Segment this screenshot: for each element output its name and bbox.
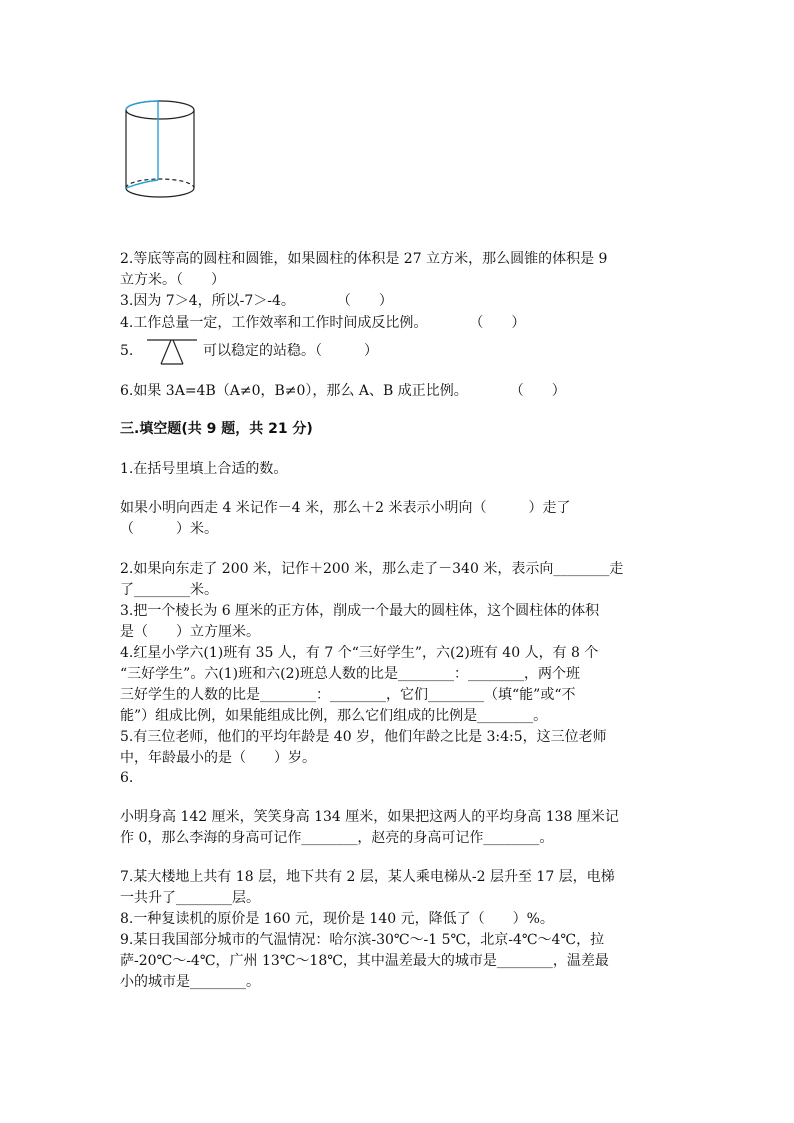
q5-text: 可以稳定的站稳。（ ） (203, 343, 378, 359)
height-line-bottom (126, 180, 158, 188)
f9-line1: 9.某日我国部分城市的气温情况：哈尔滨-30℃～-1 5℃，北京-4℃～4℃，拉 (120, 932, 605, 948)
q6-text: 6.如果 3A=4B（A≠0，B≠0），那么 A、B 成正比例。 （ ） (120, 383, 566, 399)
f5-line2: 中，年龄最小的是（ ）岁。 (120, 750, 316, 766)
q2-line2: 立方米。（ ） (120, 272, 225, 288)
f7-line2: 一共升了________层。 (120, 890, 260, 906)
f1-line1: 如果小明向西走 4 米记作－4 米，那么＋2 米表示小明向（ ）走了 (120, 500, 571, 516)
f4-line3: 三好学生的人数的比是________：________，它们________（填“能”或“不 (120, 687, 576, 703)
section3-title: 三.填空题(共 9 题，共 21 分) (120, 421, 313, 437)
cylinder-figure (118, 96, 204, 206)
f4-line2: “三好学生”。六(1)班和六(2)班总人数的比是________：________，两个班 (120, 666, 580, 682)
q5-prefix: 5. (120, 343, 134, 359)
cylinder-bottom-front (126, 188, 194, 197)
stool-right-leg (173, 340, 183, 364)
f1-line2: （ ）米。 (120, 521, 218, 537)
f4-line4: 能”）组成比例，如果能组成比例，那么它们组成的比例是________。 (120, 708, 548, 724)
q4-text: 4.工作总量一定，工作效率和工作时间成反比例。 （ ） (120, 315, 526, 331)
f7-line1: 7.某大楼地上共有 18 层，地下共有 2 层，某人乘电梯从-2 层升至 17 层，电梯 (120, 869, 615, 885)
f3-line1: 3.把一个棱长为 6 厘米的正方体，削成一个最大的圆柱体，这个圆柱体的体积 (120, 603, 600, 619)
f6-line2: 作 0，那么李海的身高可记作________，赵亮的身高可记作________。 (120, 830, 554, 846)
stool-figure (145, 334, 199, 368)
f6-heading: 6. (120, 770, 134, 786)
f9-line3: 小的城市是________。 (120, 974, 260, 990)
stool-left-leg (161, 340, 171, 364)
q3-text: 3.因为 7＞4，所以-7＞-4。 （ ） (120, 293, 393, 309)
f2-line2: 了________米。 (120, 582, 218, 598)
f9-line2: 萨-20℃～-4℃，广州 13℃～18℃，其中温差最大的城市是________，温差最 (120, 953, 609, 969)
cylinder-bottom-back-dashed (126, 179, 194, 188)
f2-line1: 2.如果向东走了 200 米，记作＋200 米，那么走了－340 米，表示向________走 (120, 561, 624, 577)
f4-line1: 4.红星小学六(1)班有 35 人，有 7 个“三好学生”，六(2)班有 40 人，有 8 个 (120, 645, 599, 661)
height-line-top (126, 101, 158, 110)
q2-line1: 2.等底等高的圆柱和圆锥，如果圆柱的体积是 27 立方米，那么圆锥的体积是 9 (120, 251, 608, 267)
f3-line2: 是（ ）立方厘米。 (120, 624, 260, 640)
f1-heading: 1.在括号里填上合适的数。 (120, 461, 288, 477)
f5-line1: 5.有三位老师，他们的平均年龄是 40 岁，他们年龄之比是 3:4:5，这三位老师 (120, 729, 607, 745)
f8-text: 8.一种复读机的原价是 160 元，现价是 140 元，降低了（ ）%。 (120, 911, 554, 927)
f6-line1: 小明身高 142 厘米，笑笑身高 134 厘米，如果把这两人的平均身高 138 厘米记 (120, 809, 619, 825)
